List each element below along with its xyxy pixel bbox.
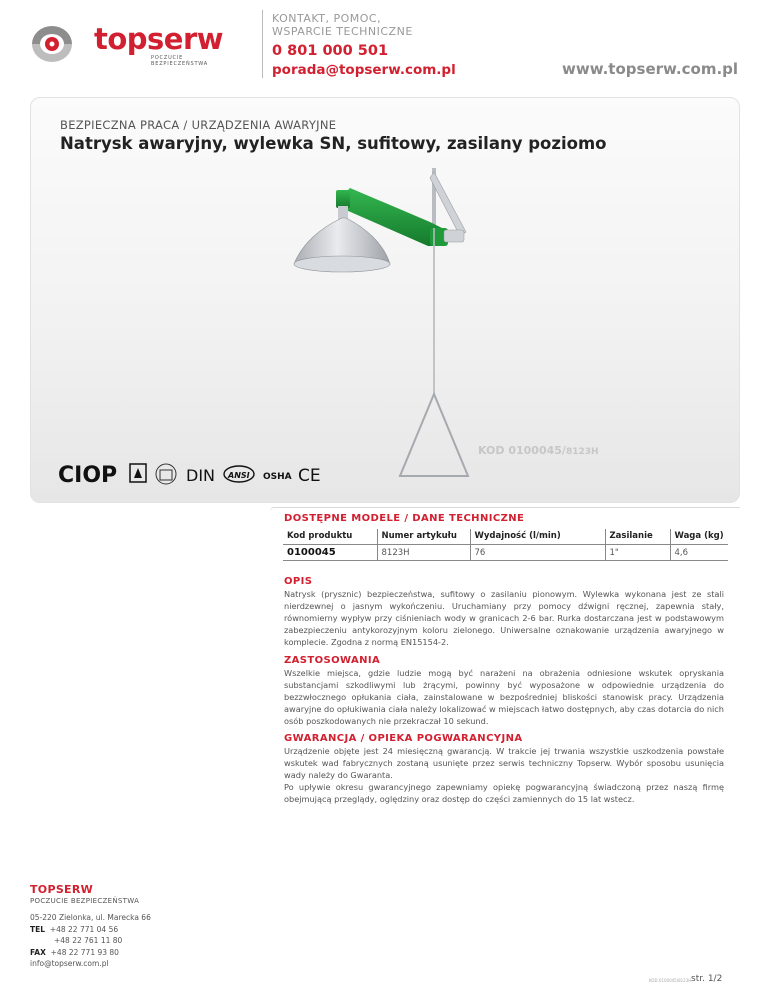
opis-title: OPIS: [284, 576, 313, 587]
contact-email-link[interactable]: porada@topserw.com.pl: [272, 62, 456, 78]
contact-label: KONTAKT, POMOC, WSPARCIE TECHNICZNE: [272, 12, 413, 38]
footer-tel-2[interactable]: +48 22 761 11 80: [54, 936, 123, 945]
table-header: Wydajność (l/min): [470, 529, 605, 545]
table-cell: 76: [470, 545, 605, 561]
footer-fax: +48 22 771 93 80: [50, 947, 119, 957]
product-title: Natrysk awaryjny, wylewka SN, sufitowy, zasilany poziomo: [60, 134, 607, 153]
topserw-logo[interactable]: [30, 22, 240, 66]
din-logo: DIN: [186, 466, 216, 485]
footer-tel-1[interactable]: +48 22 771 04 56: [49, 924, 119, 934]
details-divider: [270, 507, 740, 511]
emergency-shower-illustration: [280, 168, 500, 484]
table-header: Numer artykułu: [377, 529, 470, 545]
logo-wordmark: topserw: [94, 22, 224, 56]
footer-email-link[interactable]: info@topserw.com.pl: [30, 959, 109, 968]
models-section-title: DOSTĘPNE MODELE / DANE TECHNICZNE: [284, 513, 525, 524]
footer-tagline: POCZUCIE BEZPIECZEŃSTWA: [30, 897, 140, 905]
logo-tagline: POCZUCIE BEZPIECZEŃSTWA: [151, 55, 208, 67]
footer-address-block: [30, 912, 151, 970]
page-code: KOD 0100045/8123H: [649, 978, 692, 983]
logo-mark-icon: [30, 24, 74, 64]
certification-logos: [58, 458, 328, 488]
footer-brand: TOPSERW: [30, 883, 94, 896]
gwarancja-text-1: Urządzenie objęte jest 24 miesięczną gwarancją. W trakcie jej trwania wszystkie uszkodzenia powstałe wskutek wad fabrycznych zostaną usunięte przez serwis techniczny Topserw. Wybór sposobu usunięcia wady należy do Gwaranta.: [284, 746, 724, 780]
page-number: str. 1/2: [691, 974, 723, 984]
ciop-logo: CIOP: [58, 463, 118, 488]
opis-text: Natrysk (prysznic) bezpieczeństwa, sufitowy o zasilaniu pionowym. Wylewka wykonana jest ze stali nierdzewnej o jasnym wykończeniu. Uruchamiany przy pomocy dźwigni ręcznej, zapewnia stały, równomierny wypływ przy ciśnieniach wody w granicach 2-6 bar. Rurka dostarczana jest w podstawowym zabezpieczeniu antykorozyjnym koloru zielonego. Uniwersalne oznakowanie urządzenia awaryjnego w komplecie. Zgodna z normą EN15154-2.: [284, 589, 724, 647]
table-header: Waga (kg): [670, 529, 728, 545]
product-code: KOD 0100045/8123H: [478, 444, 599, 457]
table-header: Kod produktu: [287, 531, 353, 541]
table-row: [283, 545, 728, 561]
ce-mark: CE: [298, 466, 321, 486]
gwarancja-title: GWARANCJA / OPIEKA POGWARANCYJNA: [284, 733, 523, 744]
table-cell: 1": [605, 545, 670, 561]
ansi-logo: ANSI: [228, 471, 250, 480]
contact-phone-link[interactable]: 0 801 000 501: [272, 43, 389, 59]
gwarancja-text-2: Po upływie okresu gwarancyjnego zapewniamy opiekę pogwarancyjną świadczoną przez naszą firmę obejmującą przeglądy, oględziny oraz dostęp do części zamiennych do 15 lat wstecz.: [284, 782, 724, 804]
footer-address: 05-220 Zielonka, ul. Marecka 66: [30, 913, 151, 922]
table-header: Zasilanie: [605, 529, 670, 545]
table-cell: 8123H: [377, 545, 470, 561]
fax-label: FAX: [30, 947, 46, 957]
zastosowania-title: ZASTOSOWANIA: [284, 655, 381, 666]
osha-logo: OSHA: [263, 472, 292, 482]
table-cell: 0100045: [283, 545, 377, 561]
models-table: [283, 529, 728, 561]
table-cell: 4,6: [670, 545, 728, 561]
header-divider: [262, 10, 263, 78]
tel-label: TEL: [30, 924, 46, 934]
website-link[interactable]: www.topserw.com.pl: [562, 60, 739, 78]
product-category: BEZPIECZNA PRACA / URZĄDZENIA AWARYJNE: [60, 118, 337, 132]
zastosowania-text: Wszelkie miejsca, gdzie ludzie mogą być narażeni na obrażenia odniesione wskutek opryskania substancjami szkodliwymi lub żrącymi, powinny być wyposażone w odpowiednie urządzenia do bezzwłocznego opłukania ciała, zainstalowane w bezpośredniej bliskości stanowisk pracy. Urządzenia awaryjne do opłukiwania ciała należy lokalizować w miejscach łatwo dostępnych, aby czas dotarcia do nich osób poszkodowanych nie przekraczał 10 sekund.: [284, 668, 724, 726]
